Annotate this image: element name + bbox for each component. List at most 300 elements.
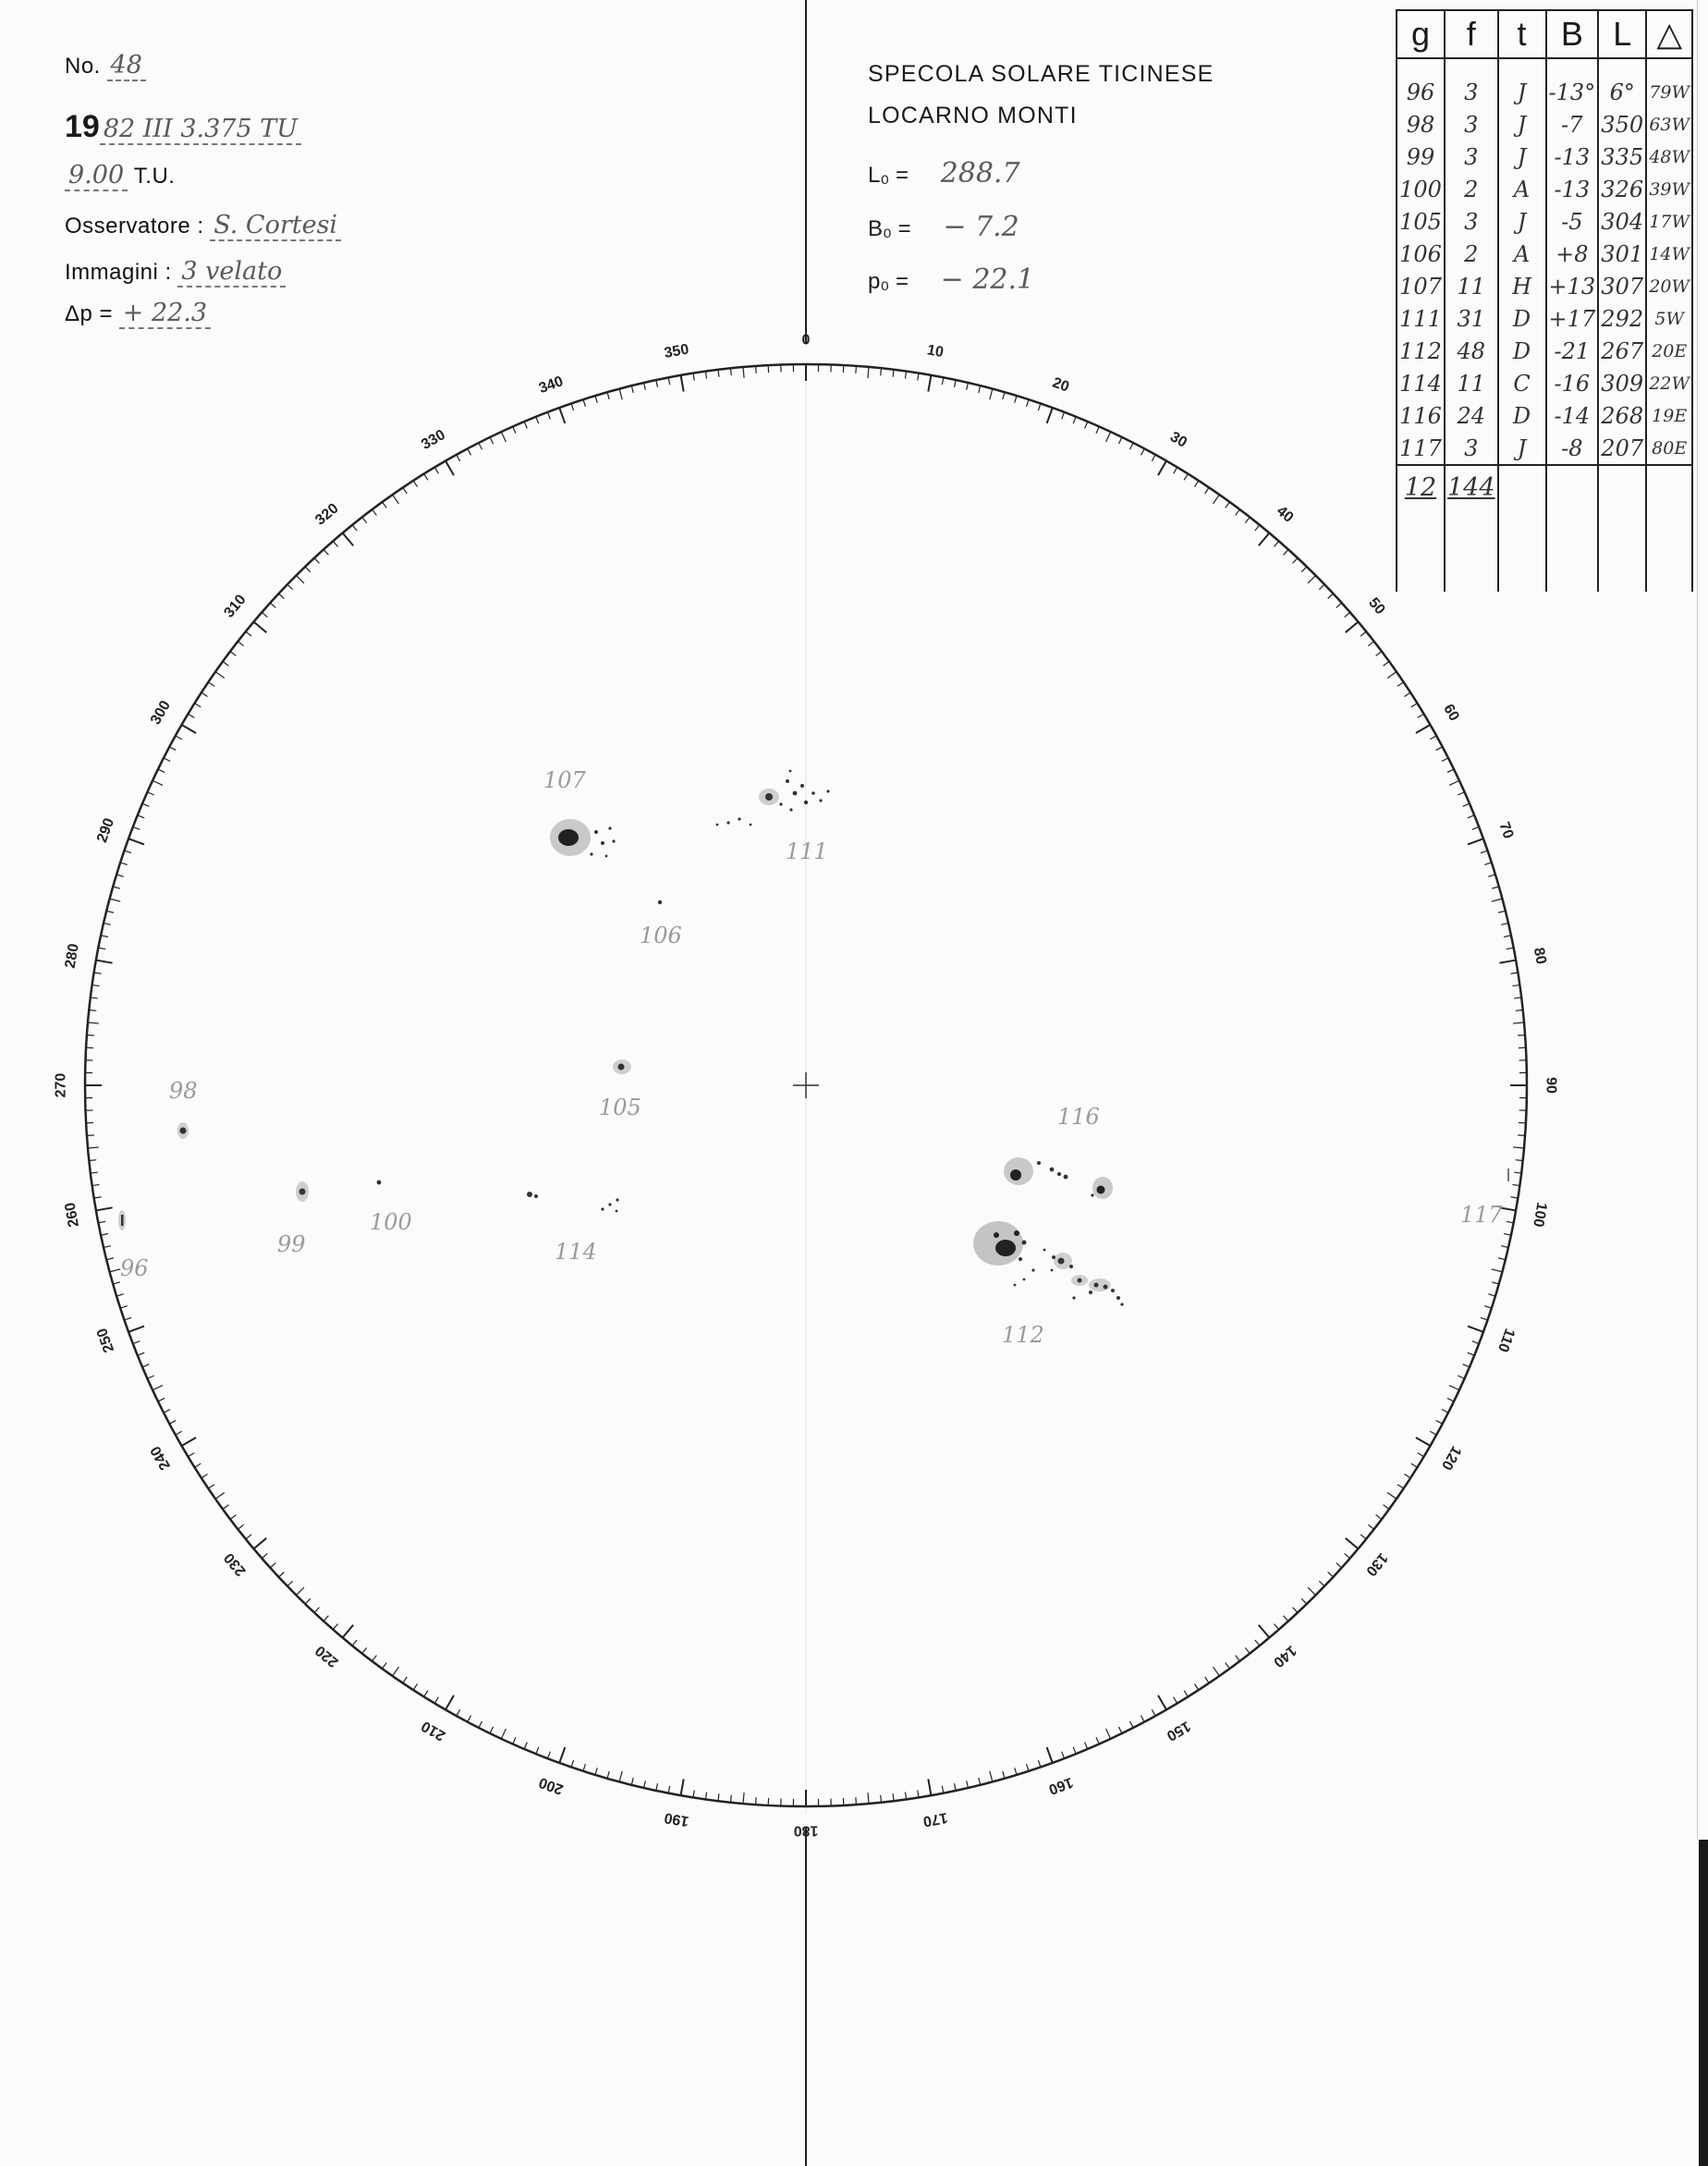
group-label-105: 105 bbox=[599, 1095, 641, 1120]
dial-tick bbox=[383, 502, 387, 508]
dial-tick bbox=[1284, 1616, 1288, 1621]
dial-tick bbox=[343, 532, 354, 545]
dial-tick bbox=[1513, 1147, 1524, 1148]
dial-tick bbox=[1442, 758, 1448, 762]
cell-type: J bbox=[1498, 205, 1546, 238]
dial-tick bbox=[104, 924, 111, 925]
dial-tick bbox=[246, 631, 251, 636]
dial-tick bbox=[1062, 412, 1065, 419]
dial-tick bbox=[1345, 1553, 1350, 1558]
cell-spots: 48 bbox=[1445, 335, 1498, 367]
dial-tick bbox=[176, 1431, 182, 1435]
cell-delta: 14W bbox=[1646, 238, 1692, 270]
spot bbox=[1051, 1269, 1054, 1272]
cell-group: 98 bbox=[1397, 108, 1445, 141]
dial-tick bbox=[208, 682, 214, 686]
dial-tick bbox=[693, 373, 694, 381]
dial-tick bbox=[547, 1752, 550, 1758]
cell-latitude: -14 bbox=[1546, 399, 1599, 432]
dial-tick bbox=[743, 367, 744, 378]
organization-location: LOCARNO MONTI bbox=[868, 103, 1078, 128]
dial-tick bbox=[164, 758, 170, 762]
spot bbox=[605, 855, 608, 858]
dial-tick bbox=[133, 1341, 140, 1344]
cell-group: 106 bbox=[1397, 238, 1445, 270]
dial-tick bbox=[524, 1743, 527, 1749]
dial-tick bbox=[1376, 1515, 1382, 1520]
dial-label: 30 bbox=[1167, 429, 1190, 451]
dial-tick bbox=[1504, 1234, 1511, 1236]
cell-spots: 3 bbox=[1445, 205, 1498, 238]
umbra bbox=[1058, 1258, 1065, 1265]
dial-tick bbox=[182, 725, 197, 733]
spot bbox=[608, 1203, 611, 1205]
dial-tick bbox=[1062, 1752, 1065, 1758]
dial-tick bbox=[990, 1771, 993, 1782]
dial-tick bbox=[536, 1747, 539, 1754]
dial-tick bbox=[238, 1524, 243, 1529]
dial-tick bbox=[101, 1234, 108, 1236]
spot bbox=[1072, 1296, 1075, 1299]
dial-tick bbox=[607, 1771, 609, 1779]
dial-label: 230 bbox=[221, 1549, 250, 1579]
time-label: T.U. bbox=[133, 164, 176, 189]
dial-tick bbox=[1152, 455, 1155, 461]
cell-latitude: -13° bbox=[1546, 58, 1599, 108]
dial-tick bbox=[1308, 575, 1315, 582]
dial-tick bbox=[1387, 672, 1397, 679]
cell-latitude: -21 bbox=[1546, 335, 1599, 367]
dial-tick bbox=[87, 1135, 94, 1136]
dial-tick bbox=[164, 1409, 170, 1413]
dial-tick bbox=[1468, 1327, 1483, 1332]
dial-tick bbox=[644, 1781, 646, 1788]
spot bbox=[534, 1194, 538, 1198]
dial-tick bbox=[1504, 936, 1511, 937]
dial-tick bbox=[1301, 1598, 1307, 1604]
dial-tick bbox=[169, 1420, 176, 1424]
spot bbox=[819, 799, 822, 802]
sheet-number-value: 48 bbox=[107, 51, 146, 81]
dial-tick bbox=[1106, 1729, 1111, 1739]
spot bbox=[616, 1210, 618, 1213]
dial-tick bbox=[343, 1625, 354, 1638]
group-label-116: 116 bbox=[1057, 1104, 1100, 1130]
dial-tick bbox=[413, 481, 417, 487]
dial-label: 180 bbox=[793, 1822, 819, 1839]
dial-tick bbox=[333, 541, 337, 546]
dial-tick bbox=[1447, 1398, 1454, 1401]
sunspot-group-99 bbox=[296, 1181, 309, 1202]
dial-tick bbox=[1468, 815, 1474, 818]
cell-group: 114 bbox=[1397, 367, 1445, 399]
dial-tick bbox=[403, 1677, 407, 1683]
dial-tick bbox=[1368, 642, 1373, 646]
dial-label: 160 bbox=[1046, 1773, 1076, 1797]
dial-tick bbox=[147, 792, 153, 795]
dial-tick bbox=[1418, 1453, 1424, 1457]
dial-tick bbox=[905, 372, 906, 379]
dial-tick bbox=[756, 1797, 757, 1805]
umbra bbox=[765, 793, 773, 801]
dial-tick bbox=[223, 662, 228, 667]
dial-tick bbox=[1376, 652, 1382, 656]
dial-tick bbox=[96, 961, 113, 963]
dial-tick bbox=[1472, 1341, 1479, 1344]
cell-latitude: -16 bbox=[1546, 367, 1599, 399]
cell-spots: 11 bbox=[1445, 367, 1498, 399]
date-value: 82 III 3.375 TU bbox=[100, 115, 301, 145]
dial-tick bbox=[619, 1771, 622, 1782]
cell-delta: 63W bbox=[1646, 108, 1692, 141]
cell-longitude: 350 bbox=[1598, 108, 1646, 141]
cell-type: J bbox=[1498, 432, 1546, 465]
cell-delta: 39W bbox=[1646, 173, 1692, 205]
dial-tick bbox=[559, 1747, 565, 1763]
dial-tick bbox=[881, 368, 882, 375]
cell-group: 116 bbox=[1397, 399, 1445, 432]
dial-label: 320 bbox=[312, 500, 342, 529]
dial-tick bbox=[253, 622, 266, 633]
col-header-t: t bbox=[1498, 10, 1546, 58]
dial-tick bbox=[262, 612, 267, 617]
cell-latitude: -8 bbox=[1546, 432, 1599, 465]
dial-tick bbox=[201, 692, 208, 696]
dial-tick bbox=[524, 422, 527, 428]
dial-tick bbox=[1488, 1294, 1495, 1296]
dial-label: 150 bbox=[1164, 1717, 1193, 1744]
sunspot-group-105 bbox=[613, 1059, 631, 1074]
spot bbox=[750, 824, 752, 826]
dial-tick bbox=[743, 1793, 744, 1804]
dial-tick bbox=[468, 448, 471, 455]
dial-tick bbox=[1245, 517, 1250, 522]
spot bbox=[1094, 1283, 1099, 1288]
dial-tick bbox=[215, 672, 225, 679]
dial-tick bbox=[1430, 736, 1436, 740]
sheet-number-label: No. bbox=[65, 54, 101, 79]
dial-tick bbox=[1038, 1760, 1041, 1768]
dial-tick bbox=[88, 1022, 99, 1023]
umbra bbox=[995, 1240, 1016, 1256]
dial-tick bbox=[1492, 887, 1499, 888]
dial-label: 70 bbox=[1495, 820, 1517, 841]
cell-type: J bbox=[1498, 58, 1546, 108]
spot bbox=[1037, 1161, 1041, 1165]
cell-type: A bbox=[1498, 238, 1546, 270]
spot bbox=[1069, 1265, 1073, 1268]
dial-tick bbox=[445, 461, 454, 476]
dial-label: 350 bbox=[663, 341, 690, 361]
cell-group: 112 bbox=[1397, 335, 1445, 367]
bo-label: B₀ = bbox=[868, 216, 911, 241]
dial-tick bbox=[1255, 525, 1260, 531]
dial-label: 170 bbox=[921, 1809, 949, 1829]
spot bbox=[1104, 1285, 1108, 1290]
spot bbox=[1078, 1279, 1082, 1283]
spot bbox=[793, 791, 798, 796]
dial-tick bbox=[362, 1647, 367, 1653]
dial-tick bbox=[490, 1727, 494, 1733]
dial-tick bbox=[158, 769, 165, 773]
dial-tick bbox=[571, 404, 574, 411]
penumbra bbox=[1089, 1279, 1111, 1291]
dial-tick bbox=[1512, 1184, 1519, 1185]
dial-tick bbox=[113, 1282, 120, 1284]
dial-tick bbox=[1458, 1376, 1464, 1378]
dial-tick bbox=[96, 1207, 113, 1210]
dial-tick bbox=[152, 1386, 163, 1390]
dial-tick bbox=[856, 1797, 857, 1805]
delta-p-label: Δp = bbox=[65, 301, 114, 326]
dial-tick bbox=[128, 838, 144, 844]
dial-tick bbox=[756, 366, 757, 373]
dial-tick bbox=[1073, 417, 1076, 423]
dial-tick bbox=[120, 1306, 128, 1308]
dial-tick bbox=[279, 594, 285, 598]
dial-label: 220 bbox=[312, 1642, 342, 1670]
dial-tick bbox=[413, 1683, 417, 1690]
spot bbox=[612, 839, 615, 842]
cell-delta: 22W bbox=[1646, 367, 1692, 399]
dial-tick bbox=[583, 399, 585, 407]
cell-longitude: 335 bbox=[1598, 141, 1646, 173]
dial-tick bbox=[1384, 662, 1389, 667]
group-label-114: 114 bbox=[555, 1239, 597, 1265]
cell-longitude: 309 bbox=[1598, 367, 1646, 399]
dial-label: 140 bbox=[1270, 1642, 1299, 1670]
dial-tick bbox=[323, 1616, 328, 1621]
dial-tick bbox=[133, 826, 140, 829]
spot bbox=[1507, 1169, 1509, 1181]
dial-tick bbox=[1498, 1258, 1506, 1260]
dial-label: 250 bbox=[94, 1326, 118, 1355]
dial-tick bbox=[583, 1764, 585, 1771]
dial-tick bbox=[393, 495, 399, 504]
dial-tick bbox=[1416, 725, 1431, 733]
dial-tick bbox=[1319, 1581, 1324, 1586]
dial-tick bbox=[942, 1786, 944, 1793]
dial-tick bbox=[1015, 396, 1017, 403]
dial-tick bbox=[1096, 426, 1099, 433]
cell-type: D bbox=[1498, 335, 1546, 367]
dial-tick bbox=[718, 370, 719, 377]
cell-longitude: 307 bbox=[1598, 270, 1646, 302]
dial-tick bbox=[893, 370, 894, 377]
dial-tick bbox=[270, 1563, 275, 1568]
dial-tick bbox=[955, 380, 957, 387]
cell-spots: 3 bbox=[1445, 108, 1498, 141]
dial-label: 300 bbox=[147, 698, 175, 728]
dial-tick bbox=[1397, 682, 1404, 686]
spot bbox=[608, 826, 611, 829]
dial-tick bbox=[201, 1474, 208, 1477]
dial-label: 110 bbox=[1494, 1326, 1518, 1354]
dial-tick bbox=[116, 875, 124, 876]
cell-longitude: 268 bbox=[1598, 399, 1646, 432]
dial-tick bbox=[113, 887, 120, 888]
dial-tick bbox=[918, 1791, 919, 1798]
lo-label: L₀ = bbox=[868, 163, 909, 188]
cell-longitude: 292 bbox=[1598, 302, 1646, 335]
dial-tick bbox=[1484, 863, 1492, 864]
dial-tick bbox=[1345, 612, 1350, 617]
dial-label: 80 bbox=[1530, 946, 1549, 966]
dial-tick bbox=[91, 1172, 98, 1173]
dial-tick bbox=[1463, 1364, 1470, 1367]
umbra bbox=[299, 1189, 306, 1195]
spot bbox=[738, 817, 740, 820]
dial-tick bbox=[1516, 1160, 1523, 1161]
cell-group: 105 bbox=[1397, 205, 1445, 238]
umbra bbox=[1097, 1186, 1105, 1194]
dial-tick bbox=[1328, 1572, 1334, 1577]
dial-tick bbox=[1274, 1624, 1278, 1630]
cell-spots: 3 bbox=[1445, 141, 1498, 173]
dial-tick bbox=[1158, 1695, 1166, 1710]
dial-tick bbox=[104, 1246, 111, 1248]
sunspot-group-96 bbox=[118, 1210, 126, 1230]
dial-tick bbox=[1404, 692, 1410, 696]
cell-type: A bbox=[1498, 173, 1546, 205]
dial-tick bbox=[457, 1709, 460, 1716]
dial-tick bbox=[644, 383, 646, 390]
dial-tick bbox=[1027, 399, 1029, 407]
dial-tick bbox=[279, 1572, 285, 1577]
dial-tick bbox=[468, 1716, 471, 1722]
dial-tick bbox=[1106, 432, 1111, 442]
dial-label: 100 bbox=[1530, 1201, 1550, 1229]
dial-tick bbox=[1214, 495, 1220, 504]
cell-spots: 24 bbox=[1445, 399, 1498, 432]
dial-tick bbox=[92, 1184, 100, 1185]
dial-tick bbox=[979, 385, 981, 393]
cell-group: 107 bbox=[1397, 270, 1445, 302]
spot bbox=[1019, 1257, 1022, 1261]
sunspot-group-117 bbox=[1507, 1169, 1509, 1181]
spot bbox=[779, 802, 782, 805]
cell-latitude: +8 bbox=[1546, 238, 1599, 270]
bo-value: − 7.2 bbox=[943, 211, 1019, 243]
dial-tick bbox=[1430, 1431, 1436, 1435]
dial-tick bbox=[1442, 1409, 1448, 1413]
cell-latitude: -5 bbox=[1546, 205, 1599, 238]
dial-tick bbox=[110, 899, 121, 901]
cell-group: 99 bbox=[1397, 141, 1445, 173]
dial-tick bbox=[195, 704, 201, 707]
dial-tick bbox=[1436, 747, 1443, 751]
dial-tick bbox=[106, 911, 114, 912]
dial-tick bbox=[990, 389, 993, 400]
spot bbox=[601, 1207, 604, 1210]
umbra bbox=[180, 1128, 187, 1134]
dial-tick bbox=[1226, 1663, 1230, 1669]
dial-tick bbox=[1499, 961, 1516, 963]
dial-tick bbox=[125, 1317, 132, 1320]
group-label-111: 111 bbox=[786, 838, 828, 864]
dial-tick bbox=[656, 1783, 658, 1791]
dial-tick bbox=[656, 380, 658, 387]
dial-tick bbox=[547, 412, 550, 419]
spot bbox=[800, 784, 804, 788]
dial-tick bbox=[1245, 1647, 1250, 1653]
images-value: 3 velato bbox=[177, 257, 286, 288]
cell-longitude: 326 bbox=[1598, 173, 1646, 205]
dial-tick bbox=[424, 1691, 428, 1697]
dial-tick bbox=[152, 780, 163, 785]
cell-type: J bbox=[1498, 108, 1546, 141]
spot bbox=[1031, 1268, 1034, 1271]
dial-tick bbox=[905, 1792, 906, 1799]
spot bbox=[601, 841, 604, 845]
dial-tick bbox=[223, 1505, 228, 1510]
dial-tick bbox=[120, 863, 128, 864]
organization-name: SPECOLA SOLARE TICINESE bbox=[868, 61, 1214, 87]
group-label-106: 106 bbox=[640, 923, 682, 948]
images-label: Immagini : bbox=[65, 260, 172, 285]
time-value: 9.00 bbox=[65, 161, 128, 191]
dial-tick bbox=[928, 375, 931, 392]
dial-tick bbox=[238, 642, 243, 646]
dial-tick bbox=[1174, 467, 1177, 473]
dial-tick bbox=[1293, 558, 1298, 564]
dial-tick bbox=[918, 373, 919, 381]
dial-tick bbox=[1488, 875, 1495, 876]
dial-label: 340 bbox=[536, 373, 566, 398]
spot bbox=[726, 821, 729, 824]
dial-tick bbox=[1501, 1246, 1508, 1248]
dial-tick bbox=[631, 385, 633, 393]
cell-delta: 48W bbox=[1646, 141, 1692, 173]
dial-tick bbox=[434, 467, 438, 473]
spot bbox=[377, 1181, 382, 1185]
dial-tick bbox=[1518, 1035, 1525, 1036]
dial-tick bbox=[1319, 584, 1324, 590]
group-label-100: 100 bbox=[370, 1209, 412, 1235]
dial-tick bbox=[195, 1463, 201, 1467]
dial-tick bbox=[1481, 850, 1488, 853]
group-label-98: 98 bbox=[169, 1078, 198, 1104]
observer-label: Osservatore : bbox=[65, 214, 204, 239]
dial-tick bbox=[106, 1258, 114, 1260]
dial-tick bbox=[208, 1485, 214, 1488]
cell-latitude: -13 bbox=[1546, 173, 1599, 205]
dial-tick bbox=[305, 567, 311, 572]
dial-tick bbox=[1346, 1538, 1359, 1549]
group-label-112: 112 bbox=[1002, 1322, 1044, 1348]
dial-tick bbox=[1214, 1667, 1220, 1676]
dial-tick bbox=[955, 1783, 957, 1791]
dial-tick bbox=[1152, 1709, 1155, 1716]
dial-tick bbox=[383, 1663, 387, 1669]
cell-delta: 19E bbox=[1646, 399, 1692, 432]
dial-tick bbox=[1226, 502, 1230, 508]
dial-tick bbox=[352, 1640, 357, 1646]
umbra bbox=[994, 1232, 999, 1238]
dial-tick bbox=[1514, 1172, 1521, 1173]
total-groups: 12 bbox=[1397, 465, 1445, 504]
cell-spots: 2 bbox=[1445, 173, 1498, 205]
cell-group: 117 bbox=[1397, 432, 1445, 465]
spot bbox=[1022, 1241, 1027, 1245]
dial-tick bbox=[1404, 1474, 1410, 1477]
dial-tick bbox=[868, 367, 869, 378]
dial-tick bbox=[424, 474, 428, 481]
dial-tick bbox=[1015, 1768, 1017, 1775]
dial-tick bbox=[110, 1269, 121, 1272]
cell-type: D bbox=[1498, 302, 1546, 335]
dial-tick bbox=[893, 1793, 894, 1801]
